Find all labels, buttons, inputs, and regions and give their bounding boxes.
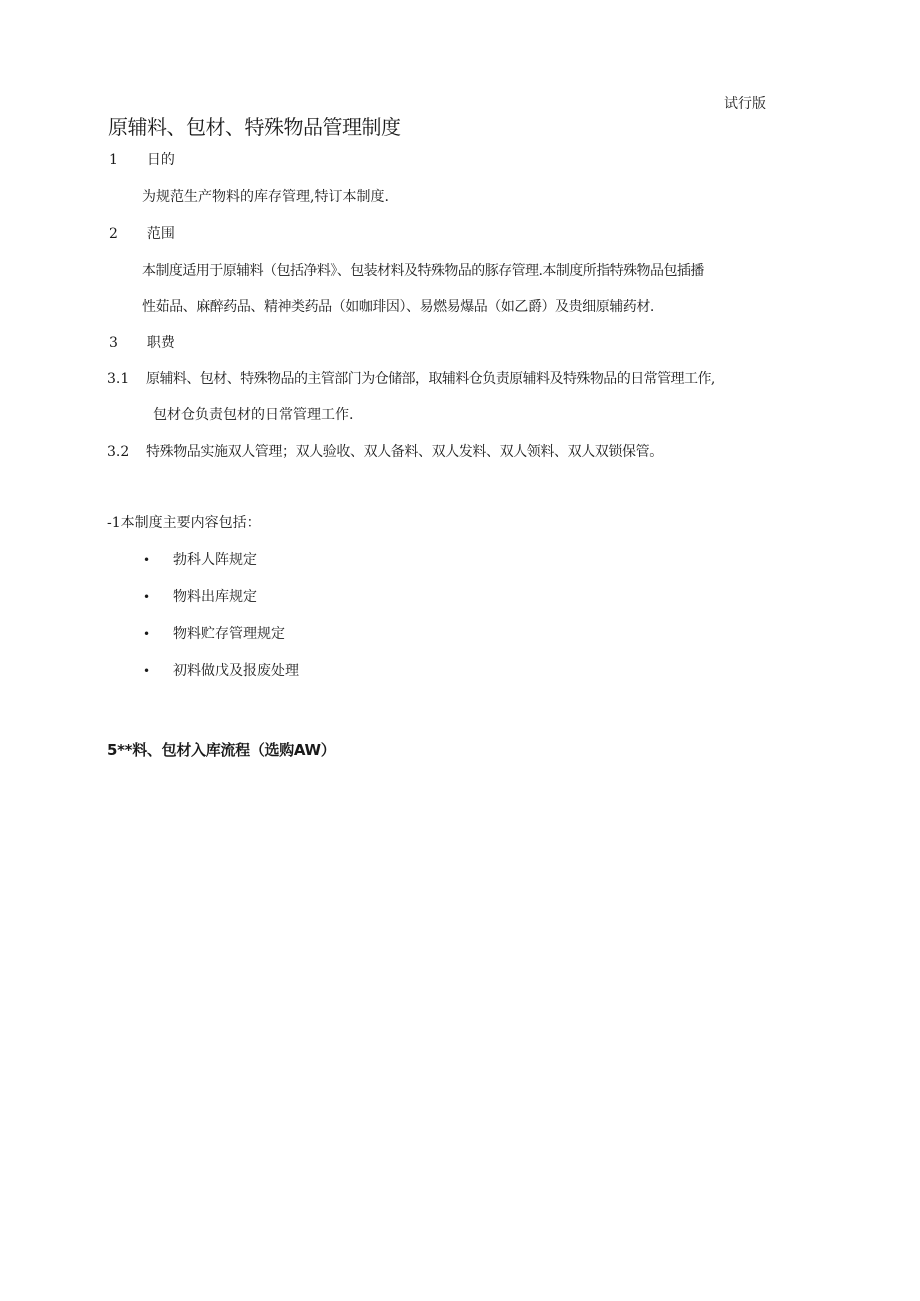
- section-3-heading: [109, 334, 175, 352]
- section-title: 职费: [146, 335, 175, 351]
- section-5-heading: 5**料、包材入库流程（选购AW）: [107, 741, 336, 759]
- section-2-body-line-1: 本制度适用于原辅料（包括净料》、包装材料及特殊物品的豚存管理.本制度所指特殊物品包插播: [142, 263, 704, 279]
- section-number: 2: [109, 226, 118, 242]
- section-2-heading: [109, 225, 175, 243]
- list-item: 勃科人阵规定: [173, 552, 257, 568]
- section-3-1-line-1: 原辅料、包材、特殊物品的主管部门为仓储部，取辅料仓负责原辅料及特殊物品的日常管理工作,: [146, 371, 715, 387]
- section-title: 范围: [146, 226, 175, 242]
- version-label: 试行版: [724, 96, 766, 112]
- section-number: 3: [109, 335, 118, 351]
- list-item: 初料做戊及报废处理: [173, 663, 299, 679]
- bullet-glyph: •: [143, 627, 151, 641]
- section-2-body-line-2: 性茹品、麻醉药品、精神类药品（如咖琲因）、易燃易爆品（如乙爵）及贵细原辅药材.: [142, 299, 654, 315]
- list-item: 物料贮存管理规定: [173, 626, 285, 642]
- bullet-glyph: •: [143, 553, 151, 567]
- section-title: 日的: [146, 152, 175, 168]
- list-item: 物料出库规定: [173, 589, 257, 605]
- section-1-heading: [109, 151, 175, 169]
- section-4-intro: -1本制度主要内容包括：: [107, 515, 261, 531]
- bullet-glyph: •: [143, 664, 151, 678]
- document-title: 原辅料、包材、特殊物品管理制度: [108, 115, 401, 139]
- section-number: 1: [109, 152, 118, 168]
- section-3-1-line-2: 包材仓负责包材的日常管理工作.: [153, 407, 354, 423]
- section-1-body: 为规范生产物料的库存管理,特订本制度.: [142, 189, 389, 205]
- bullet-glyph: •: [143, 590, 151, 604]
- section-3-2-number: 3.2: [107, 444, 130, 460]
- section-3-2-line-1: 特殊物品实施双人管理；双人验收、双人备料、双人发料、双人领料、双人双锁保管。: [146, 444, 663, 460]
- section-3-1-number: 3.1: [107, 371, 130, 387]
